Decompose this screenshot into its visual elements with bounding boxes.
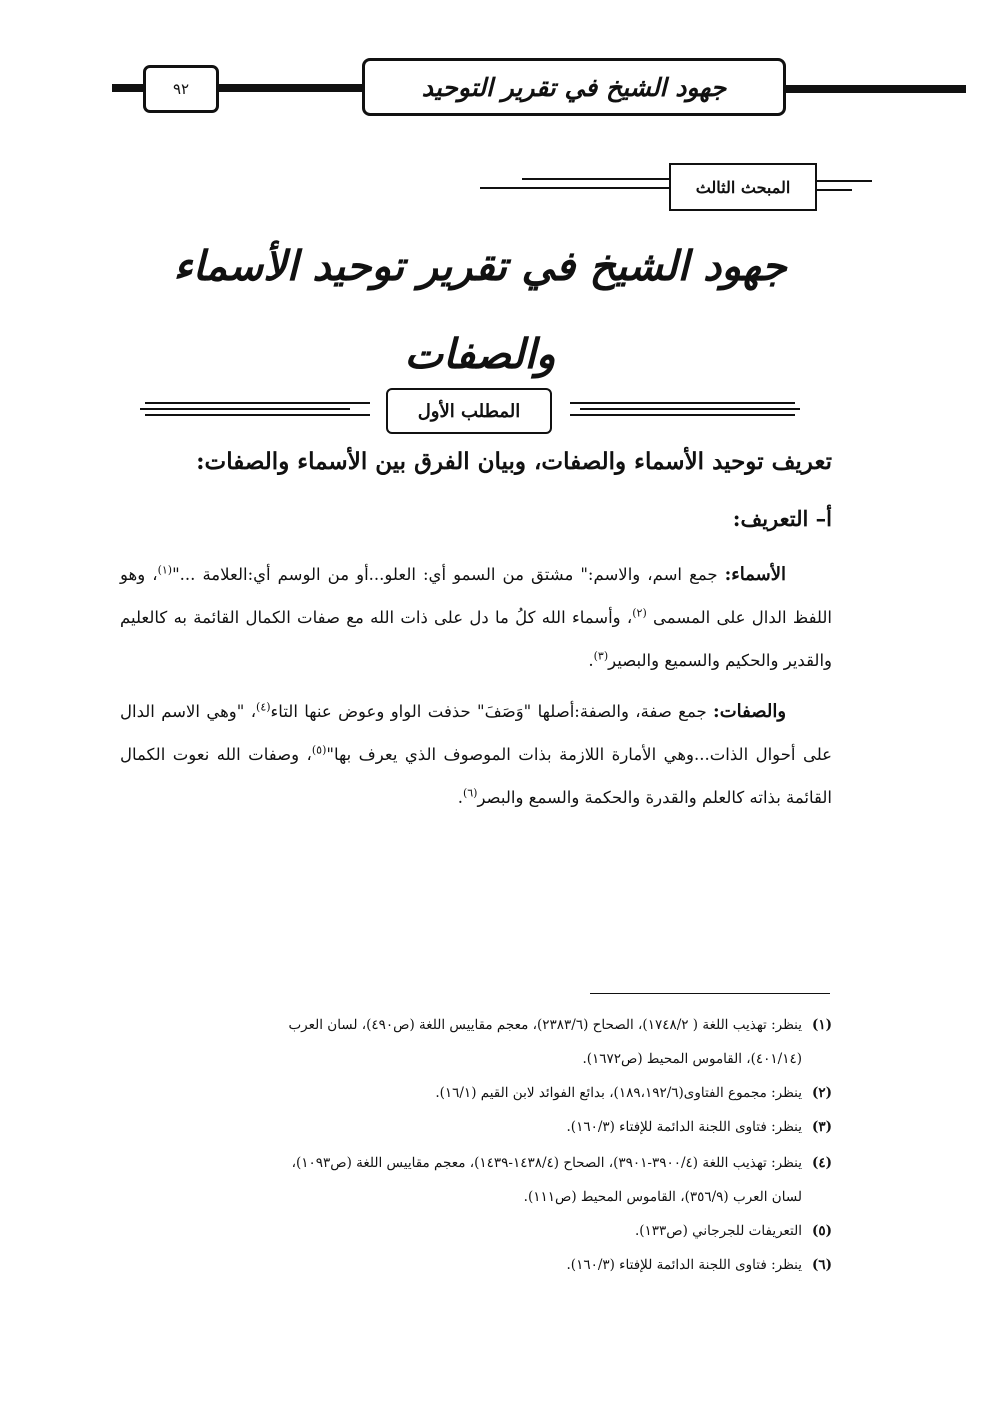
footnote-number: (٥): [811, 1223, 832, 1239]
footnote-5: [120, 1214, 832, 1248]
paragraph1-text-2: ، وهو اللفظ الدال على المسمى: [120, 565, 832, 627]
paragraph1-text-3: ، وأسماء الله كلُ ما دل على ذات الله مع صفات الكمال القائمة به كالعليم والقدير والحكيم والسميع والبصير: [120, 608, 832, 670]
main-title: [130, 222, 830, 398]
footnote-ref-3[interactable]: (٣): [593, 649, 609, 663]
section-rule-4: [812, 189, 852, 191]
footnote-number: (٤): [811, 1155, 832, 1171]
paragraph1-end: .: [588, 651, 594, 670]
footnote-number: (٣): [811, 1119, 832, 1135]
footnote-continuation: (٤٠١/١٤)، القاموس المحيط (ص١٦٧٢).: [582, 1051, 802, 1067]
footnote-ref-5[interactable]: (٥): [311, 743, 327, 757]
paragraph-attributes: [120, 690, 832, 819]
header-rule-left: [112, 84, 145, 92]
paragraph1-text-1: جمع اسم، والاسم:" مشتق من السمو أي: العلو...أو من الوسم أي:العلامة ...": [172, 565, 725, 584]
footnote-number: (٢): [811, 1085, 832, 1101]
header-rule-right: [781, 85, 966, 93]
footnote-text: التعريفات للجرجاني (ص١٣٣).: [634, 1223, 802, 1239]
subsection-rule-right-2: [580, 408, 800, 410]
section-rule-3: [812, 180, 872, 182]
footnote-separator: [590, 993, 830, 994]
footnote-number: (١): [811, 1017, 832, 1033]
footnote-3: [120, 1110, 832, 1144]
footnote-ref-6[interactable]: (٦): [462, 786, 478, 800]
paragraph2-text-1: جمع صفة، والصفة:أصلها "وَصَفَ" حذفت الواو وعوض عنها التاء: [270, 702, 714, 721]
paragraph2-text-2: ، "وهي الاسم الدال على أحوال الذات...وهي الأمارة اللازمة بذات الموصوف الذي يعرف بها": [120, 702, 833, 764]
footnote-continuation: لسان العرب (٣٥٦/٩)، القاموس المحيط (ص١١١).: [523, 1189, 802, 1205]
footnote-6: [120, 1248, 832, 1282]
section-label: المبحث الثالث: [695, 177, 791, 197]
subsection-rule-right-1: [570, 402, 795, 404]
subsection-rule-right-3: [570, 414, 795, 416]
footnote-ref-4[interactable]: (٤): [256, 700, 271, 714]
page-number-box: [143, 65, 219, 113]
section-heading: تعريف توحيد الأسماء والصفات، وبيان الفرق بين الأسماء والصفات:: [196, 448, 832, 475]
page-number: ٩٢: [172, 80, 190, 98]
footnote-ref-1[interactable]: (١): [157, 563, 173, 577]
footnote-text: ينظر: تهذيب اللغة (٣٩٠٠/٤-٣٩٠١)، الصحاح (١٤٣٨/٤-١٤٣٩)، معجم مقاييس اللغة (ص١٠٩٣)،: [291, 1155, 802, 1171]
footnote-ref-2[interactable]: (٢): [632, 606, 647, 620]
section-rule-1: [522, 178, 670, 180]
term-attributes: والصفات:: [713, 701, 787, 722]
header-rule-middle: [214, 84, 364, 92]
subsection-rule-left-3: [145, 414, 370, 416]
paragraph2-text-3: ، وصفات الله نعوت الكمال القائمة بذاته كالعلم والقدرة والحكمة والسمع والبصر: [120, 745, 832, 807]
footnote-number: (٦): [811, 1257, 832, 1273]
subsection-label: المطلب الأول: [417, 400, 521, 422]
footnote-text: ينظر: فتاوى اللجنة الدائمة للإفتاء (١٦٠/٣).: [566, 1257, 802, 1273]
footnote-1: [120, 1008, 832, 1076]
running-title: جهود الشيخ في تقرير التوحيد: [421, 72, 727, 102]
footnote-text: ينظر: مجموع الفتاوى(١٨٩،١٩٢/٦)، بدائع الفوائد لابن القيم (١٦/١).: [435, 1085, 802, 1101]
main-title-line2: والصفات: [404, 330, 556, 378]
main-title-line1: جهود الشيخ في تقرير توحيد الأسماء: [173, 242, 787, 290]
section-label-box: [669, 163, 817, 211]
footnote-text: ينظر: فتاوى اللجنة الدائمة للإفتاء (١٦٠/٣).: [566, 1119, 802, 1135]
paragraph2-end: .: [457, 788, 463, 807]
paragraph-names: [120, 553, 832, 682]
definition-subheading: أ– التعريف:: [732, 506, 832, 531]
section-rule-2: [480, 187, 670, 189]
footnote-4: [120, 1146, 832, 1214]
term-names: الأسماء:: [724, 564, 786, 585]
running-title-box: [362, 58, 786, 116]
subsection-rule-left-1: [145, 402, 370, 404]
subsection-rule-left-2: [140, 408, 350, 410]
footnote-2: [120, 1076, 832, 1110]
subsection-label-box: [386, 388, 552, 434]
footnote-text: ينظر: تهذيب اللغة ( ١٧٤٨/٢)، الصحاح (٢٣٨٣/٦)، معجم مقاييس اللغة (ص٤٩٠)، لسان العرب: [288, 1017, 802, 1033]
